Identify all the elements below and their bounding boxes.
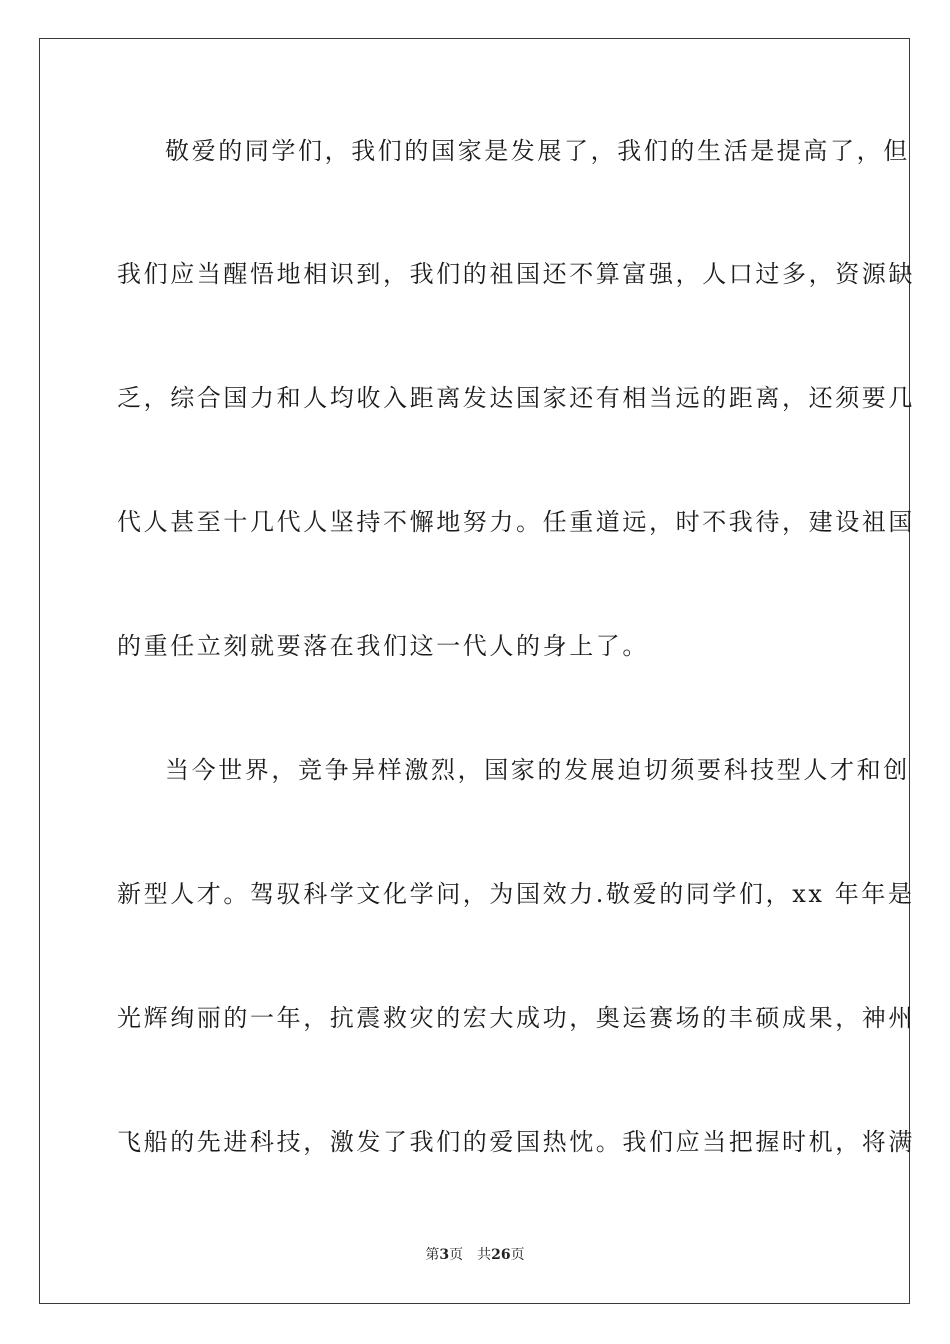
page-footer xyxy=(0,1246,950,1264)
paragraph-1-line-1: 敬爱的同学们，我们的国家是发展了，我们的生活是提高了，但 xyxy=(165,137,910,165)
paragraph-2-line-4: 飞船的先进科技，激发了我们的爱国热忱。我们应当把握时机，将满 xyxy=(117,1128,915,1156)
paragraph-2-line-1: 当今世界，竞争异样激烈，国家的发展迫切须要科技型人才和创 xyxy=(165,756,910,784)
footer-page-prefix: 第 xyxy=(425,1247,440,1263)
footer-page-suffix: 页 xyxy=(449,1247,464,1263)
footer-page-number: 3 xyxy=(439,1247,450,1263)
page-border xyxy=(39,38,915,1304)
paragraph-2-line-2: 新型人才。驾驭科学文化学问，为国效力.敬爱的同学们，xx 年年是 xyxy=(117,880,915,908)
paragraph-1-line-2: 我们应当醒悟地相识到，我们的祖国还不算富强，人口过多，资源缺 xyxy=(117,260,915,288)
paragraph-1-line-5: 的重任立刻就要落在我们这一代人的身上了。 xyxy=(117,632,649,660)
paragraph-2-line-3: 光辉绚丽的一年，抗震救灾的宏大成功，奥运赛场的丰硕成果，神州 xyxy=(117,1004,915,1032)
paragraph-1-line-3: 乏，综合国力和人均收入距离发达国家还有相当远的距离，还须要几 xyxy=(117,384,915,412)
footer-total-prefix: 共 xyxy=(477,1247,492,1263)
footer-total-pages: 26 xyxy=(491,1247,511,1263)
footer-total-suffix: 页 xyxy=(510,1247,525,1263)
paragraph-1-line-4: 代人甚至十几代人坚持不懈地努力。任重道远，时不我待，建设祖国 xyxy=(117,508,915,536)
